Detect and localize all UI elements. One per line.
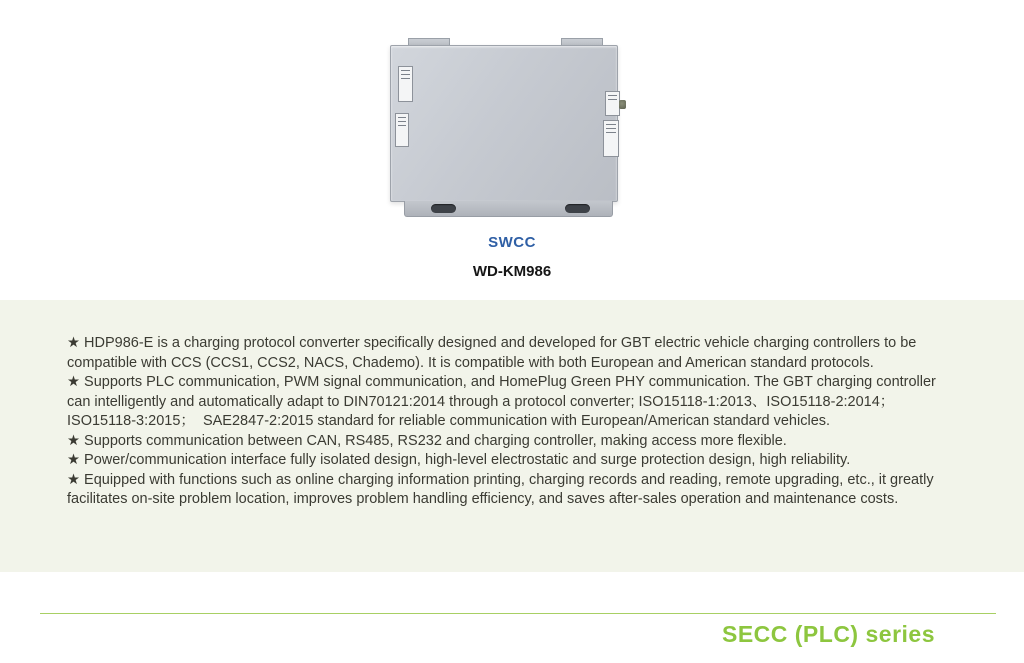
feature-item: ★ Equipped with functions such as online charging information printing, charging records and reading, remote upgrading, etc., it greatly facilitates on-site problem location, improves problem handling efficiency, and saves after-sales operation and maintenance costs. xyxy=(67,471,938,507)
device-enclosure xyxy=(390,45,618,202)
label-sticker-right-bottom xyxy=(603,120,619,157)
series-label: SECC (PLC) series xyxy=(721,621,935,647)
feature-item: ★ HDP986-E is a charging protocol converter specifically designed and developed for GBT electric vehicle charging controllers to be compatible with CCS (CCS1, CCS2, NACS, Chademo). It is compatible with both European and American standard protocols. xyxy=(67,335,921,371)
feature-item: ★ Supports communication between CAN, RS485, RS232 and charging controller, making access more flexible. xyxy=(67,432,787,449)
side-screw xyxy=(619,100,626,109)
feature-item: ★ Supports PLC communication, PWM signal communication, and HomePlug Green PHY communication. The GBT charging controller can intelligently and automatically adapt to DIN70121:2014 through a protocol converter; ISO15118-1:2013、ISO15118-2:2014； ISO15118-3:2015； SAE2847-2:2015 standard for reliable communication with European/American standard vehicles. xyxy=(67,374,940,429)
features-section xyxy=(0,300,1024,572)
brand-name: SWCC xyxy=(488,234,536,251)
label-sticker-left-top xyxy=(398,66,413,102)
mounting-slot-right xyxy=(565,204,590,213)
label-sticker-left-bottom xyxy=(395,113,409,147)
series-divider-line xyxy=(40,613,996,614)
model-number: WD-KM986 xyxy=(472,263,552,280)
product-photo xyxy=(388,36,624,218)
label-sticker-right-top xyxy=(605,91,620,116)
mounting-slot-left xyxy=(431,204,456,213)
feature-item: ★ Power/communication interface fully isolated design, high-level electrostatic and surge protection design, high reliability. xyxy=(67,452,851,468)
